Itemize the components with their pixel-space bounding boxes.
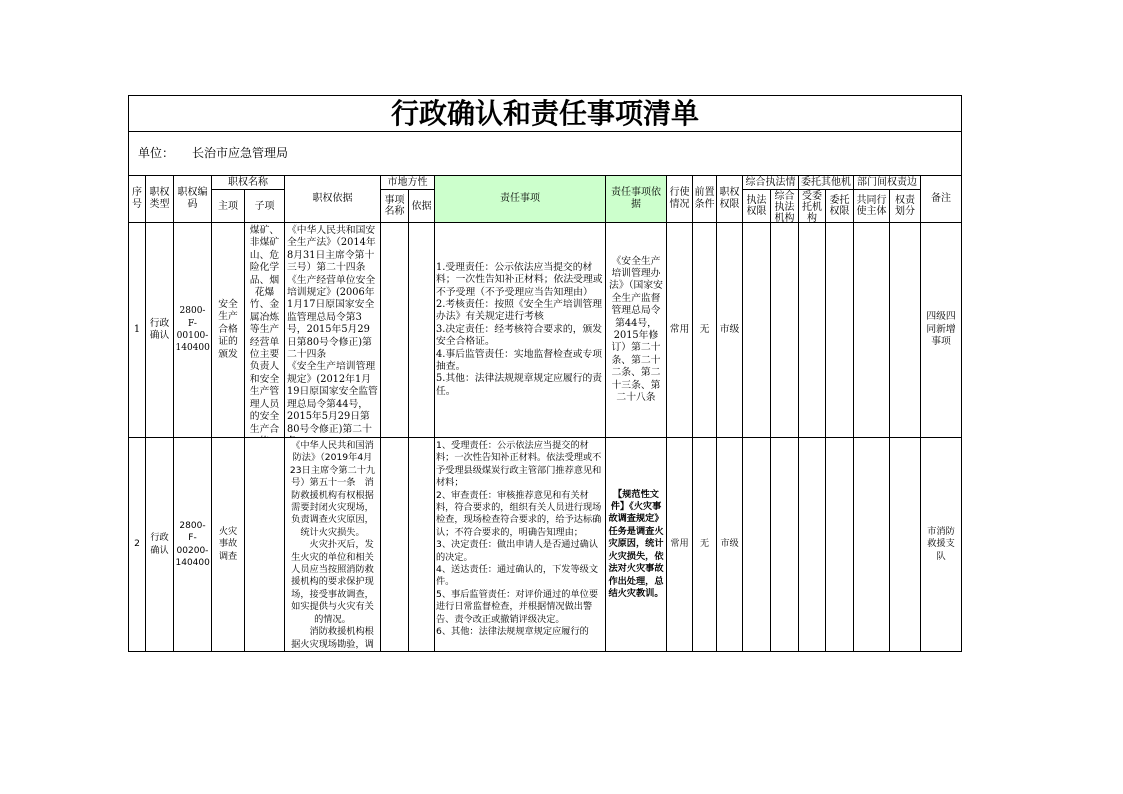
duty-paragraph: 3、决定责任：做出申请人是否通过确认的决定。: [436, 539, 599, 563]
entrust-org-value: [799, 438, 825, 651]
duty-paragraph: 2.考核责任：按照《安全生产培训管理办法》有关规定进行考核: [436, 298, 603, 323]
precondition-value: 无: [699, 538, 710, 550]
cell-enforce-org: [771, 438, 799, 652]
header-local-group-text: 市地方性: [387, 177, 428, 188]
header-duty: [435, 176, 606, 223]
scope-value: 市级: [720, 538, 739, 550]
entrust-power-value: [826, 438, 853, 651]
header-division-text: 权责划分: [895, 195, 915, 217]
local-basis-value: [409, 223, 434, 437]
header-precondition-text: 前置条件: [694, 187, 715, 210]
header-enforce-group-text: 综合执法情: [745, 177, 796, 188]
header-scope-text: 职权权限: [719, 187, 740, 210]
duty-paragraph: 6、其他：法律法规规章规定应履行的: [436, 626, 589, 638]
cell-entrust-power: [826, 438, 854, 652]
local-name-value: [381, 223, 408, 437]
co-subject-value: [854, 438, 889, 651]
cell-sub: [245, 438, 285, 652]
header-remark: [921, 176, 962, 223]
header-entrust-power: [826, 190, 854, 223]
cell-code: [174, 438, 212, 652]
header-enforce-org: [771, 190, 799, 223]
remark-value: 市消防救援支队: [927, 525, 955, 562]
scope-value: 市级: [719, 323, 740, 335]
header-usage: [667, 176, 693, 223]
basis-paragraph: 《中华人民共和国消防法》（2019年4月23日主席令第二十九号）第五十一条 消防救援机构有权根据需要封闭火灾现场，负责调查火灾原因，统计火灾损失。: [289, 440, 376, 538]
cell-type: [146, 223, 174, 438]
header-row-1: [129, 176, 962, 190]
cell-sub: [245, 223, 285, 438]
cell-scope: [717, 438, 743, 652]
cell-seq: [129, 438, 146, 652]
basis-paragraph: 《安全生产培训管理规定》(2012年1月19日原国家安全监管理总局令第44号，2015年5月29日第80号令修正)第二十: [287, 361, 378, 435]
cell-co-subject: [854, 438, 890, 652]
basis-value: [285, 223, 380, 437]
usage-value: 常用: [669, 323, 690, 335]
duty-paragraph: 4.事后监管责任：实地监督检查或专项抽查。: [436, 348, 603, 373]
usage-value: 常用: [670, 538, 689, 550]
cell-duty: [435, 223, 606, 438]
main-value: 安全生产合格证的颁发: [218, 298, 238, 360]
header-seq: [129, 176, 146, 223]
duty-paragraph: 5、事后监管责任：对评价通过的单位要进行日常监督检查，并根据情况做出警告、责令改正或撤销评级决定。: [436, 588, 599, 625]
header-basis: [285, 176, 381, 223]
enforce-org-value: [771, 438, 798, 651]
enforce-org-value: [771, 223, 798, 437]
header-entrust-group: [799, 176, 854, 190]
cell-entrust-org: [799, 438, 826, 652]
header-enforce-power: [743, 190, 771, 223]
cell-main: [212, 223, 245, 438]
cell-precondition: [693, 438, 717, 652]
unit-label: 单位：: [138, 146, 175, 161]
header-name-group: [212, 176, 285, 190]
page-title: 行政确认和责任事项清单: [391, 97, 700, 130]
basis-paragraph: 《生产经营单位安全培训规定》(2006年1月17日原国家安全监管理总局令第3号，2015年5月29日第80号令修正)第二十四条: [287, 274, 376, 361]
cell-co-subject: [854, 223, 890, 438]
entrust-power-value: [826, 223, 853, 437]
duty-paragraph: 4、送达责任：通过确认的，下发等级文件。: [436, 564, 599, 588]
table-row: [129, 438, 962, 652]
basis-paragraph: 《中华人民共和国安全生产法》（2014年8月31日主席令第十三号）第二十四条: [287, 225, 376, 274]
duty-paragraph: 5.其他：法律法规规章规定应履行的责任。: [436, 373, 603, 397]
header-main-text: 主项: [218, 200, 238, 212]
cell-local-basis: [409, 223, 435, 438]
header-precondition: [693, 176, 717, 223]
cell-entrust-power: [826, 223, 854, 438]
cell-local-name: [381, 223, 409, 438]
header-main: [212, 190, 245, 223]
remark-value: 四级四同新增事项: [926, 311, 956, 348]
header-local-name: [381, 190, 409, 223]
unit-info: [129, 132, 961, 175]
header-local-basis-text: 依据: [411, 200, 432, 212]
header-basis-text: 职权依据: [312, 193, 353, 204]
cell-division: [890, 438, 921, 652]
cell-local-name: [381, 438, 409, 652]
header-remark-text: 备注: [931, 193, 952, 204]
duty-paragraph: 1、受理责任：公示依法应当提交的材料；一次性告知补正材料。依法受理或不予受理县级煤炭行政主管部门推荐意见和材料；: [436, 440, 602, 489]
header-boundary-group: [854, 176, 921, 190]
code-value: 2800-F-00200-140400: [175, 520, 210, 568]
cell-basis: [285, 438, 381, 652]
header-duty-text: 责任事项: [500, 193, 540, 204]
header-division: [890, 190, 921, 223]
cell-seq: [129, 223, 146, 438]
enforce-power-value: [743, 438, 770, 651]
unit-value: 长治市应急管理局: [192, 146, 289, 161]
header-scope: [717, 176, 743, 223]
header-local-name-text: 事项名称: [384, 195, 405, 217]
responsibility-table: [128, 95, 962, 652]
cell-code: [174, 223, 212, 438]
precondition-value: 无: [699, 323, 710, 335]
header-co-subject: [854, 190, 890, 223]
sub-value: 煤矿、非煤矿山、危险化学品、烟花爆竹、金属冶炼等生产经营单位主要负责人和安全生产管理人员的安全生产合: [249, 225, 280, 435]
code-value: 2800-F-00100-140400: [175, 306, 210, 354]
cell-enforce-power: [743, 223, 771, 438]
cell-usage: [667, 223, 693, 438]
cell-main: [212, 438, 245, 652]
unit-row: [129, 132, 962, 176]
basis-paragraph: 火灾扑灭后，发生火灾的单位和相关人员应当按照消防救援机构的要求保护现场，接受事故调查，如实提供与火灾有关的情况。: [291, 539, 374, 625]
header-enforce-power-text: 执法权限: [746, 195, 767, 217]
cell-duty-basis: [606, 438, 667, 652]
entrust-org-value: [799, 223, 825, 437]
duty-basis-value: 【规范性文件】《火灾事故调查规定》任务是调查火灾原因，统计火灾损失，依法对火灾事故作出处理，总结火灾教训。: [608, 488, 664, 599]
header-entrust-org: [799, 190, 826, 223]
cell-enforce-power: [743, 438, 771, 652]
header-enforce-org-text: 综合执法机构: [774, 191, 795, 222]
duty-paragraph: 1.受理责任：公示依法应当提交的材料；一次性告知补正材料；依法受理或不予受理（不予受理应当告知理由）: [436, 261, 603, 298]
title-row: [129, 96, 962, 132]
cell-duty: [435, 438, 606, 652]
type-value: 行政确认: [149, 317, 170, 341]
header-entrust-org-text: 受委托机构: [802, 191, 822, 222]
header-sub-text: 子项: [254, 200, 275, 212]
header-co-subject-text: 共同行使主体: [856, 195, 887, 217]
header-boundary-group-text: 部门间权责边: [857, 177, 917, 188]
enforce-power-value: [743, 223, 770, 437]
header-entrust-group-text: 委托其他机: [801, 177, 851, 188]
header-name-group-text: 职权名称: [228, 177, 268, 188]
cell-local-basis: [409, 438, 435, 652]
cell-duty-basis: [606, 223, 667, 438]
cell-enforce-org: [771, 223, 799, 438]
division-value: [890, 438, 920, 651]
header-local-basis: [409, 190, 435, 223]
duty-basis-value: 《安全生产培训管理办法》（国家安全生产监督管理总局令第44号，2015年修订）第二十条、第二十二条、第二十三条、第二十八条: [609, 255, 663, 404]
header-duty-basis-text: 责任事项依据: [611, 187, 661, 210]
cell-remark: [921, 438, 962, 652]
main-value: 火灾事故调查: [218, 525, 238, 562]
cell-type: [146, 438, 174, 652]
cell-entrust-org: [799, 223, 826, 438]
duty-paragraph: 2、审查责任：审核推荐意见和有关材料，符合要求的，组织有关人员进行现场检查，现场检查符合要求的，给予达标确认；不符合要求的，明确告知理由；: [436, 489, 602, 538]
seq-value: 2: [134, 538, 140, 550]
local-name-value: [381, 438, 408, 651]
basis-value: [285, 438, 380, 651]
seq-value: 1: [133, 323, 141, 335]
header-code-text: 职权编码: [177, 187, 208, 210]
table-row: [129, 223, 962, 438]
header-entrust-power-text: 委托权限: [829, 195, 850, 217]
header-local-group: [381, 176, 435, 190]
header-code: [174, 176, 212, 223]
header-sub: [245, 190, 285, 223]
cell-scope: [717, 223, 743, 438]
header-enforce-group: [743, 176, 799, 190]
title-cell: [129, 96, 962, 132]
division-value: [890, 223, 920, 437]
co-subject-value: [854, 223, 889, 437]
duty-value: [435, 438, 605, 651]
cell-remark: [921, 223, 962, 438]
duty-paragraph: 3.决定责任：经考核符合要求的，颁发安全合格证。: [436, 323, 603, 348]
basis-paragraph: 消防救援机构根据火灾现场勘验，调: [291, 626, 374, 650]
local-basis-value: [409, 438, 434, 651]
header-type: [146, 176, 174, 223]
sub-value: [245, 438, 284, 651]
header-seq-text: 序号: [132, 187, 142, 210]
unit-cell: [129, 132, 962, 176]
header-duty-basis: [606, 176, 667, 223]
cell-division: [890, 223, 921, 438]
cell-basis: [285, 223, 381, 438]
header-type-text: 职权类型: [149, 187, 170, 210]
cell-usage: [667, 438, 693, 652]
type-value: 行政确认: [150, 532, 169, 556]
duty-value: [435, 223, 605, 437]
cell-precondition: [693, 223, 717, 438]
header-usage-text: 行使情况: [669, 187, 690, 210]
